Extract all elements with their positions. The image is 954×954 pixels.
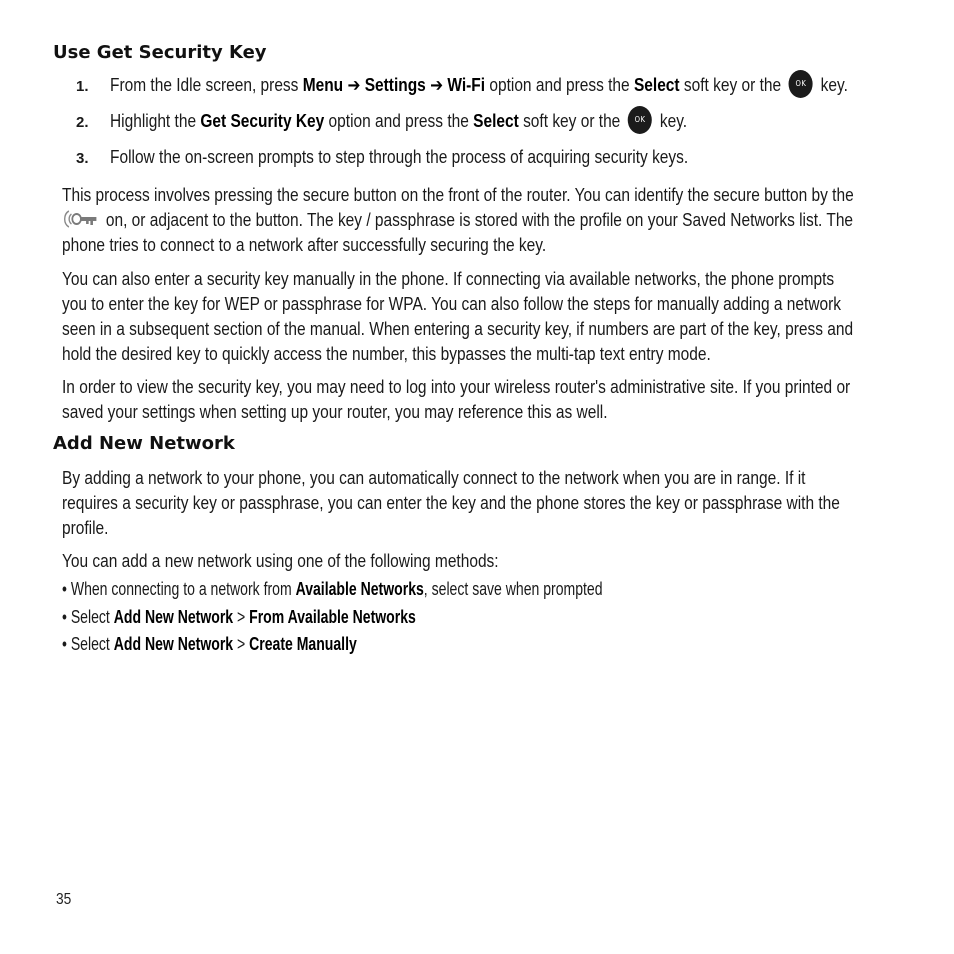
step-number: 1. xyxy=(76,78,89,95)
step-2-text: Highlight the Get Security Key option and press the Select soft key or the OK key. xyxy=(110,109,687,134)
page-number: 35 xyxy=(56,891,72,908)
step-1-text: From the Idle screen, press Menu ➔ Settings ➔ Wi-Fi option and press the Select soft key or the OK key. xyxy=(110,73,848,98)
list-item: • When connecting to a network from Available Networks, select save when prompted xyxy=(62,579,603,599)
list-item: • Select Add New Network > Create Manually xyxy=(62,634,357,654)
list-item: • Select Add New Network > From Available Networks xyxy=(62,607,416,627)
secure-key-icon xyxy=(62,208,98,230)
section-heading-get-security-key: Use Get Security Key xyxy=(53,42,267,63)
section-heading-add-new-network: Add New Network xyxy=(53,433,235,454)
ok-key-icon: OK xyxy=(628,106,652,134)
step-number: 2. xyxy=(76,114,89,131)
step-3-text: Follow the on-screen prompts to step through the process of acquiring security keys. xyxy=(110,147,689,167)
step-number: 3. xyxy=(76,150,89,167)
ok-key-icon: OK xyxy=(789,70,813,98)
paragraph-methods-intro: You can add a new network using one of the following methods: xyxy=(62,551,499,571)
